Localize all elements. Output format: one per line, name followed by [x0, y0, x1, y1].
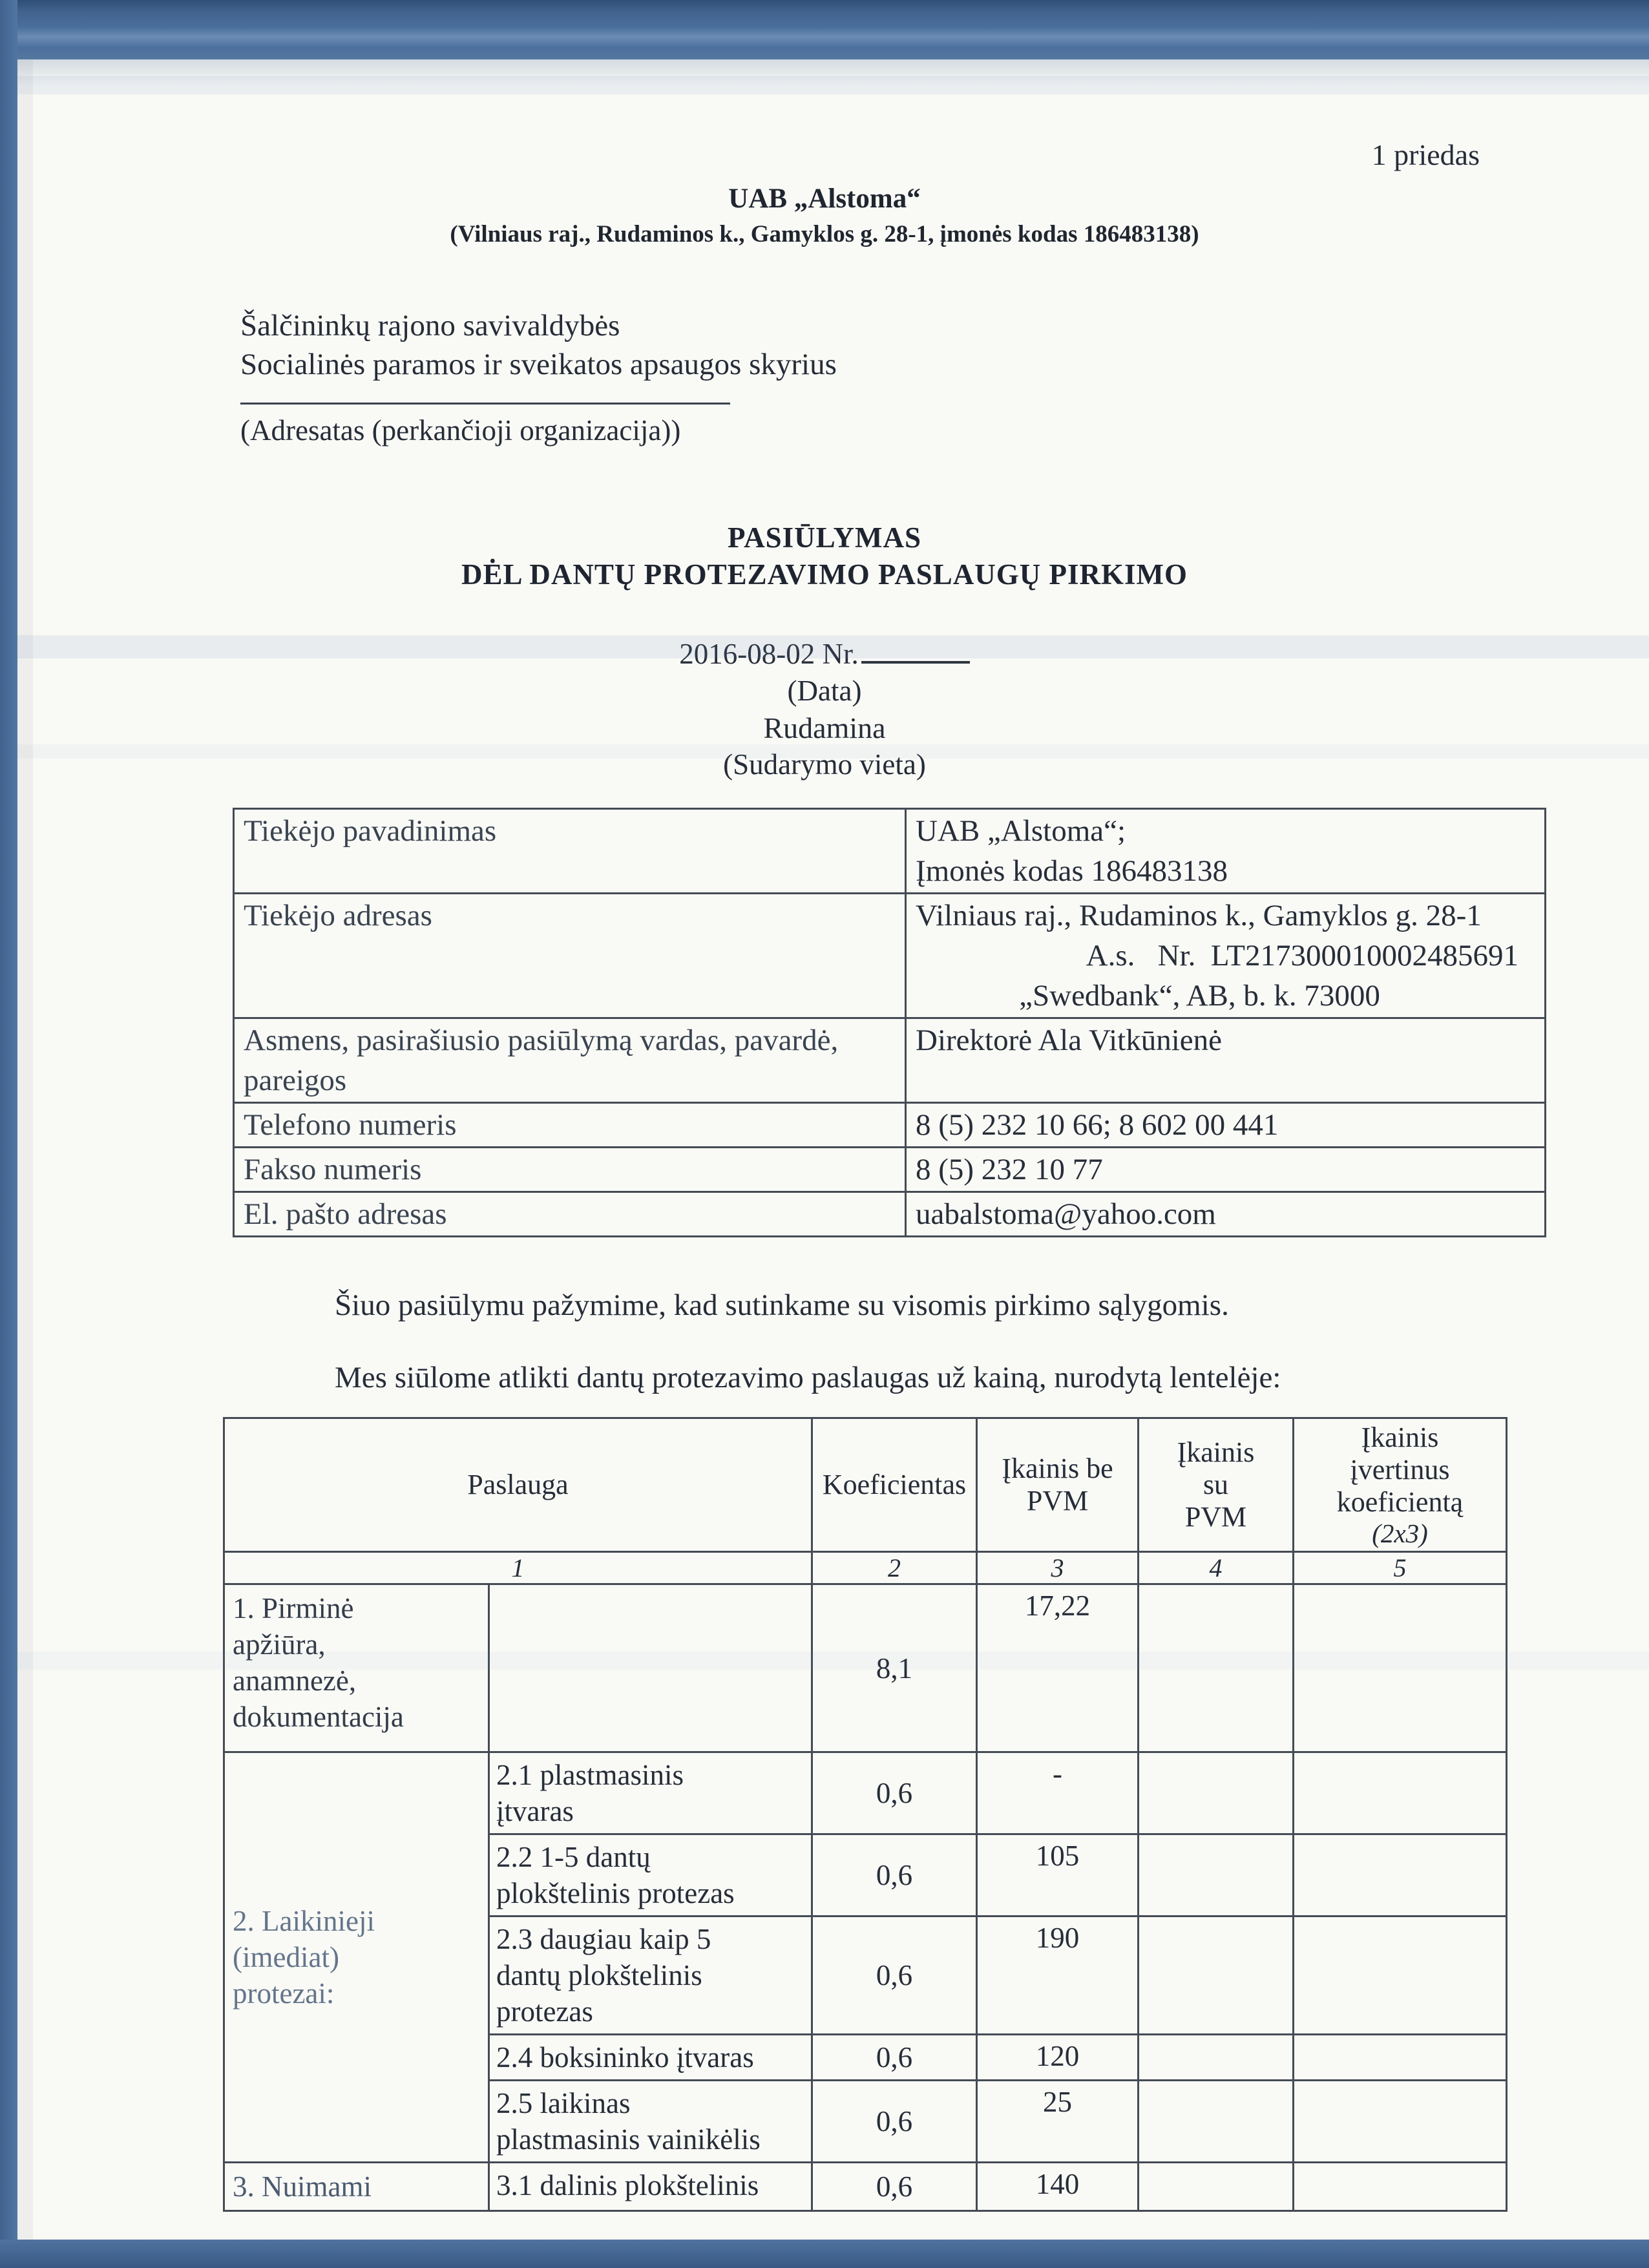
price-with-coef-cell	[1294, 1752, 1507, 1834]
company-details: (Vilniaus raj., Rudaminos k., Gamyklos g. 28-1, įmonės kodas 186483138)	[450, 221, 1199, 247]
column-header-formula-note: (2x3)	[1372, 1518, 1428, 1548]
service-group-primary-exam: 1. Pirminė apžiūra, anamnezė, dokumentacija	[224, 1584, 489, 1752]
column-header-ikainis-su-pvm: Įkainis su PVM	[1139, 1418, 1294, 1552]
price-excl-vat-cell: -	[977, 1752, 1139, 1834]
date-line	[0, 636, 1649, 673]
supplier-address-value: Vilniaus raj., Rudaminos k., Gamyklos g. 28-1 A.s. Nr. LT217300010002485691 „Swedbank“, AB, b. k. 73000	[906, 894, 1546, 1018]
column-number-3: 3	[977, 1552, 1139, 1584]
column-header-ikainis-be-pvm: Įkainis be PVM	[977, 1418, 1139, 1552]
price-incl-vat-cell	[1139, 1916, 1294, 2035]
table-row	[234, 1192, 1546, 1237]
document-title	[0, 520, 1649, 593]
addressee-block: Šalčininkų rajono savivaldybės Socialinės paramos ir sveikatos apsaugos skyrius	[240, 309, 837, 381]
table-row	[234, 1103, 1546, 1148]
price-incl-vat-cell	[1139, 1584, 1294, 1752]
date-blank-line	[861, 656, 970, 664]
company-name: UAB „Alstoma“	[728, 184, 921, 214]
coefficient-cell: 0,6	[812, 2163, 977, 2211]
table-row	[234, 1018, 1546, 1103]
service-cell: 2.2 1-5 dantų plokštelinis protezas	[489, 1834, 812, 1916]
coefficient-cell: 8,1	[812, 1584, 977, 1752]
service-group-temporary-prostheses: 2. Laikinieji (imediat) protezai:	[224, 1752, 489, 2163]
signer-label: Asmens, pasirašiusio pasiūlymą vardas, pavardė, pareigos	[234, 1018, 906, 1103]
annex-label: 1 priedas	[1371, 138, 1480, 171]
price-incl-vat-cell	[1139, 2035, 1294, 2081]
price-incl-vat-cell	[1139, 1834, 1294, 1916]
price-with-coef-cell	[1294, 2035, 1507, 2081]
price-with-coef-cell	[1294, 2163, 1507, 2211]
service-group-removable: 3. Nuimami	[224, 2163, 489, 2211]
price-excl-vat-cell: 25	[977, 2081, 1139, 2163]
fax-value: 8 (5) 232 10 77	[906, 1148, 1546, 1192]
service-cell: 2.3 daugiau kaip 5 dantų plokštelinis protezas	[489, 1916, 812, 2035]
column-number-5: 5	[1294, 1552, 1507, 1584]
fax-label: Fakso numeris	[234, 1148, 906, 1192]
column-header-ikainis-ivertinus	[1294, 1418, 1507, 1552]
supplier-name-value: UAB „Alstoma“; Įmonės kodas 186483138	[906, 809, 1546, 894]
service-cell: 3.1 dalinis plokštelinis	[489, 2163, 812, 2211]
price-excl-vat-cell: 120	[977, 2035, 1139, 2081]
service-cell: 2.4 boksininko įtvaras	[489, 2035, 812, 2081]
price-excl-vat-cell: 17,22	[977, 1584, 1139, 1752]
addressee-caption: (Adresatas (perkančioji organizacija))	[240, 414, 681, 446]
addressee-underline	[240, 393, 730, 404]
date-caption: (Data)	[787, 675, 862, 707]
table-row	[234, 894, 1546, 1018]
coefficient-cell: 0,6	[812, 2035, 977, 2081]
column-header-ikainis-ivertinus-lines: Įkainis įvertinus koeficientą	[1336, 1422, 1464, 1518]
title-line1: PASIŪLYMAS	[727, 521, 922, 554]
place-value: Rudamina	[763, 711, 886, 744]
price-excl-vat-cell: 105	[977, 1834, 1139, 1916]
column-number-1: 1	[224, 1552, 812, 1584]
column-number-4: 4	[1139, 1552, 1294, 1584]
title-line2: DĖL DANTŲ PROTEZAVIMO PASLAUGŲ PIRKIMO	[461, 558, 1188, 591]
column-number-2: 2	[812, 1552, 977, 1584]
price-incl-vat-cell	[1139, 2081, 1294, 2163]
table-row	[234, 1148, 1546, 1192]
service-cell	[489, 1584, 812, 1752]
price-excl-vat-cell: 190	[977, 1916, 1139, 2035]
date-value: 2016-08-02 Nr.	[679, 638, 859, 670]
offer-intro: Mes siūlome atlikti dantų protezavimo paslaugas už kainą, nurodytą lentelėje:	[335, 1361, 1281, 1394]
table-row	[224, 1752, 1507, 1834]
price-with-coef-cell	[1294, 1916, 1507, 2035]
email-label: El. pašto adresas	[234, 1192, 906, 1237]
phone-value: 8 (5) 232 10 66; 8 602 00 441	[906, 1103, 1546, 1148]
email-value: uabalstoma@yahoo.com	[906, 1192, 1546, 1237]
supplier-address-label: Tiekėjo adresas	[234, 894, 906, 1018]
coefficient-cell: 0,6	[812, 1834, 977, 1916]
coefficient-cell: 0,6	[812, 1752, 977, 1834]
price-excl-vat-cell: 140	[977, 2163, 1139, 2211]
coefficient-cell: 0,6	[812, 2081, 977, 2163]
supplier-info-table	[233, 808, 1546, 1237]
price-incl-vat-cell	[1139, 1752, 1294, 1834]
price-with-coef-cell	[1294, 1834, 1507, 1916]
coefficient-cell: 0,6	[812, 1916, 977, 2035]
agreement-statement: Šiuo pasiūlymu pažymime, kad sutinkame su visomis pirkimo sąlygomis.	[335, 1288, 1229, 1322]
column-number-row	[224, 1552, 1507, 1584]
table-row	[224, 2163, 1507, 2211]
supplier-name-label: Tiekėjo pavadinimas	[234, 809, 906, 894]
price-table-header-row	[224, 1418, 1507, 1552]
column-header-koeficientas: Koeficientas	[812, 1418, 977, 1552]
phone-label: Telefono numeris	[234, 1103, 906, 1148]
service-cell: 2.1 plastmasinis įtvaras	[489, 1752, 812, 1834]
price-incl-vat-cell	[1139, 2163, 1294, 2211]
table-row	[234, 809, 1546, 894]
column-header-paslauga: Paslauga	[224, 1418, 812, 1552]
table-row	[224, 1584, 1507, 1752]
price-with-coef-cell	[1294, 2081, 1507, 2163]
price-table	[223, 1417, 1507, 2212]
price-with-coef-cell	[1294, 1584, 1507, 1752]
place-caption: (Sudarymo vieta)	[723, 748, 926, 781]
service-cell: 2.5 laikinas plastmasinis vainikėlis	[489, 2081, 812, 2163]
signer-value: Direktorė Ala Vitkūnienė	[906, 1018, 1546, 1103]
